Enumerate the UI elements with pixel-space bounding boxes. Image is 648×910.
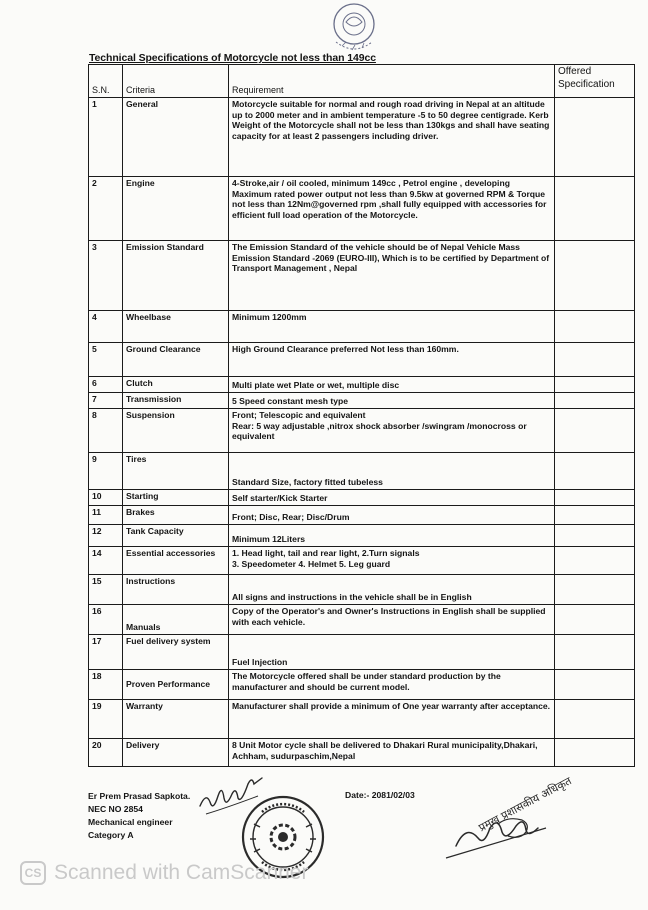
row-sn: 1 [89,98,123,177]
table-row [89,311,635,343]
row-sn: 12 [89,525,123,547]
watermark-text: Scanned with CamScanner [54,861,309,884]
table-row [89,490,635,506]
row-criteria: Transmission [123,393,229,409]
row-offered [555,393,635,409]
officer-signature-stamp [442,774,622,888]
row-requirement: Fuel Injection [229,635,555,670]
specification-table [88,64,635,767]
row-offered [555,177,635,241]
table-header-row [89,65,635,98]
table-row [89,700,635,739]
row-sn: 2 [89,177,123,241]
page-title: Technical Specifications of Motorcycle not less than 149cc [89,52,376,64]
header-requirement: Requirement [229,65,555,98]
row-offered [555,525,635,547]
row-sn: 8 [89,409,123,453]
row-requirement: 8 Unit Motor cycle shall be delivered to Dhakari Rural municipality,Dhakari, Achham, sudurpaschim,Nepal [229,739,555,767]
table-row [89,635,635,670]
row-offered [555,453,635,490]
row-offered [555,506,635,525]
row-offered [555,409,635,453]
row-sn: 11 [89,506,123,525]
row-criteria: Starting [123,490,229,506]
table-row [89,393,635,409]
row-requirement: 1. Head light, tail and rear light, 2.Turn signals 3. Speedometer 4. Helmet 5. Leg guard [229,547,555,575]
table-row [89,409,635,453]
row-sn: 19 [89,700,123,739]
row-criteria: Tank Capacity [123,525,229,547]
row-sn: 20 [89,739,123,767]
row-sn: 6 [89,377,123,393]
row-offered [555,700,635,739]
row-sn: 3 [89,241,123,311]
row-offered [555,739,635,767]
row-criteria: Brakes [123,506,229,525]
table-row [89,98,635,177]
row-sn: 10 [89,490,123,506]
table-row [89,525,635,547]
row-requirement: Front; Telescopic and equivalent Rear: 5 way adjustable ,nitrox shock absorber /swingram /monocross or equivalent [229,409,555,453]
row-offered [555,547,635,575]
row-offered [555,241,635,311]
row-requirement: Copy of the Operator's and Owner's Instructions in English shall be supplied with each vehicle. [229,605,555,635]
engineer-nec-number: NEC NO 2854 [88,804,143,814]
row-requirement: Minimum 1200mm [229,311,555,343]
camscanner-watermark [20,858,308,888]
row-criteria: Warranty [123,700,229,739]
table-row [89,343,635,377]
row-offered [555,98,635,177]
row-sn: 18 [89,670,123,700]
row-offered [555,311,635,343]
row-sn: 5 [89,343,123,377]
row-criteria: Ground Clearance [123,343,229,377]
row-criteria: Tires [123,453,229,490]
row-requirement: Multi plate wet Plate or wet, multiple disc [229,377,555,393]
row-criteria: Suspension [123,409,229,453]
row-criteria: Emission Standard [123,241,229,311]
row-criteria: Engine [123,177,229,241]
row-requirement: Self starter/Kick Starter [229,490,555,506]
table-row [89,377,635,393]
engineer-category: Category A [88,830,134,840]
table-row [89,605,635,635]
row-offered [555,605,635,635]
row-offered [555,670,635,700]
row-criteria: Clutch [123,377,229,393]
row-requirement: 5 Speed constant mesh type [229,393,555,409]
table-row [89,241,635,311]
row-offered [555,377,635,393]
row-requirement: The Emission Standard of the vehicle should be of Nepal Vehicle Mass Emission Standard -2069 (EURO-III), Which is to be certified by Department of Transport Management , Nepal [229,241,555,311]
row-requirement: Front; Disc, Rear; Disc/Drum [229,506,555,525]
row-criteria: General [123,98,229,177]
table-row [89,506,635,525]
row-criteria: Proven Performance [123,670,229,700]
table-row [89,575,635,605]
engineer-name: Er Prem Prasad Sapkota. [88,791,191,801]
row-offered [555,343,635,377]
row-sn: 14 [89,547,123,575]
header-sn: S.N. [89,65,123,98]
row-offered [555,490,635,506]
engineer-details [88,790,190,842]
row-criteria: Instructions [123,575,229,605]
table-row [89,739,635,767]
row-criteria: Wheelbase [123,311,229,343]
table-row [89,453,635,490]
row-requirement: Standard Size, factory fitted tubeless [229,453,555,490]
camscanner-logo-icon: CS [20,861,46,885]
row-criteria: Manuals [123,605,229,635]
row-requirement: High Ground Clearance preferred Not less than 160mm. [229,343,555,377]
row-sn: 15 [89,575,123,605]
row-requirement: Minimum 12Liters [229,525,555,547]
row-sn: 16 [89,605,123,635]
officer-stamp-text: प्रमुख प्रशासकीय अधिकृत [476,774,574,835]
header-criteria: Criteria [123,65,229,98]
row-offered [555,575,635,605]
engineer-designation: Mechanical engineer [88,817,173,827]
row-offered [555,635,635,670]
row-sn: 17 [89,635,123,670]
row-requirement: Motorcycle suitable for normal and rough road driving in Nepal at an altitude up to 2000 meter and in ambient temperature -5 to 50 degree centigrade. Kerb Weight of the Motorcycle shall not be less than 130kgs and shall have seating capacity for at least 2 passengers including driver. [229,98,555,177]
row-requirement: The Motorcycle offered shall be under standard production by the manufacturer and should be current model. [229,670,555,700]
row-sn: 7 [89,393,123,409]
header-offered-specification: Offered Specification [555,65,635,98]
row-requirement: 4-Stroke,air / oil cooled, minimum 149cc , Petrol engine , developing Maximum rated power output not less than 9.5kw at governed RPM & Torque not less than 12Nm@governed rpm ,shall fully equipped with accessories for efficient full load operation of the Motorcycle. [229,177,555,241]
table-row [89,177,635,241]
row-criteria: Delivery [123,739,229,767]
row-sn: 9 [89,453,123,490]
row-requirement: Manufacturer shall provide a minimum of One year warranty after acceptance. [229,700,555,739]
table-row [89,670,635,700]
row-criteria: Essential accessories [123,547,229,575]
table-row [89,547,635,575]
row-sn: 4 [89,311,123,343]
row-requirement: All signs and instructions in the vehicle shall be in English [229,575,555,605]
document-date: Date:- 2081/02/03 [345,790,415,800]
row-criteria: Fuel delivery system [123,635,229,670]
